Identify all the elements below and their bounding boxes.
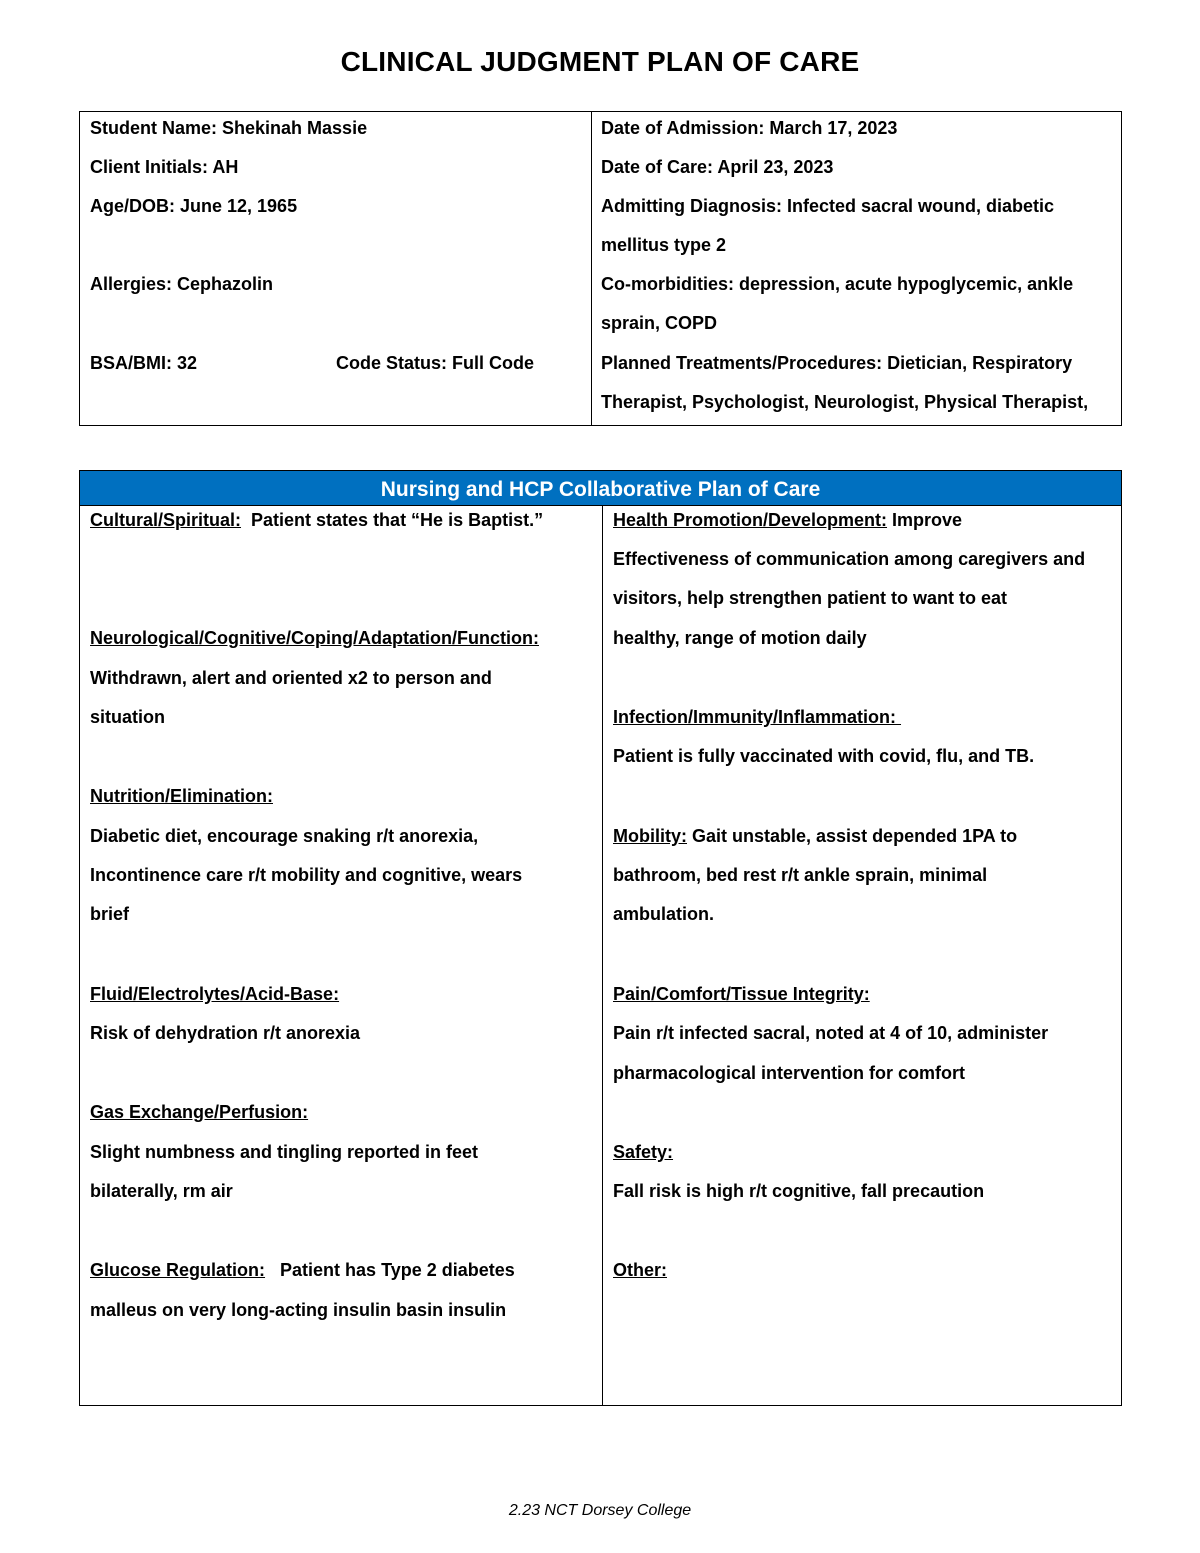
care-plan-table [79, 470, 1122, 1406]
care-plan-body [80, 506, 1121, 1405]
glucose-text-cont: malleus on very long-acting insulin basin insulin [90, 1300, 507, 1320]
safety-text: Fall risk is high r/t cognitive, fall precaution [613, 1181, 985, 1201]
comorbidities-cont: sprain, COPD [601, 313, 718, 333]
page-title: CLINICAL JUDGMENT PLAN OF CARE [340, 46, 860, 77]
cultural-spiritual [90, 508, 543, 532]
other-label: Other: [613, 1260, 667, 1280]
nutrition-text-cont: Incontinence care r/t mobility and cognitive, wears [90, 865, 523, 885]
admitting-diagnosis: Admitting Diagnosis: Infected sacral wound, diabetic [601, 196, 1055, 216]
patient-info-left-column [80, 112, 592, 425]
comorbidities: Co-morbidities: depression, acute hypoglycemic, ankle [601, 274, 1074, 294]
health-promotion-label: Health Promotion/Development: [613, 510, 888, 530]
mobility-text: Gait unstable, assist depended 1PA to [687, 826, 1018, 846]
health-promotion-text-cont: Effectiveness of communication among caregivers and [613, 549, 1086, 569]
glucose-regulation [90, 1258, 515, 1282]
gas-exchange-label: Gas Exchange/Perfusion: [90, 1102, 309, 1122]
code-status: Code Status: Full Code [336, 353, 534, 373]
glucose-label: Glucose Regulation: [90, 1260, 266, 1280]
allergies: Allergies: Cephazolin [90, 274, 274, 294]
client-initials: Client Initials: AH [90, 157, 239, 177]
fluid-label: Fluid/Electrolytes/Acid-Base: [90, 984, 340, 1004]
neuro-text: Withdrawn, alert and oriented x2 to person and [90, 668, 492, 688]
safety-label: Safety: [613, 1142, 674, 1162]
pain-text-cont: pharmacological intervention for comfort [613, 1063, 966, 1083]
care-plan-right-column [603, 506, 1121, 1405]
cultural-spiritual-text: Patient states that “He is Baptist.” [241, 510, 544, 530]
neuro-label: Neurological/Cognitive/Coping/Adaptation/Function: [90, 628, 539, 648]
patient-info-right-column [592, 112, 1121, 425]
admitting-diagnosis-cont: mellitus type 2 [601, 235, 727, 255]
mobility-text-cont-2: ambulation. [613, 904, 715, 924]
infection-text: Patient is fully vaccinated with covid, flu, and TB. [613, 746, 1035, 766]
gas-exchange-text-cont: bilaterally, rm air [90, 1181, 233, 1201]
health-promotion-text-cont-3: healthy, range of motion daily [613, 628, 867, 648]
pain-label: Pain/Comfort/Tissue Integrity: [613, 984, 870, 1004]
bsa-bmi: BSA/BMI: 32 [90, 353, 198, 373]
date-of-care: Date of Care: April 23, 2023 [601, 157, 834, 177]
patient-info-table [79, 111, 1122, 426]
cultural-spiritual-label: Cultural/Spiritual: [90, 510, 242, 530]
health-promotion-text-cont-2: visitors, help strengthen patient to want to eat [613, 588, 1008, 608]
mobility-label: Mobility: [613, 826, 687, 846]
neuro-text-cont: situation [90, 707, 165, 727]
care-plan-header: Nursing and HCP Collaborative Plan of Care [80, 471, 1121, 506]
nutrition-label: Nutrition/Elimination: [90, 786, 273, 806]
planned-treatments-cont: Therapist, Psychologist, Neurologist, Physical Therapist, [601, 392, 1089, 412]
date-of-admission: Date of Admission: March 17, 2023 [601, 118, 898, 138]
planned-treatments: Planned Treatments/Procedures: Dietician, Respiratory [601, 353, 1073, 373]
nutrition-text-cont-2: brief [90, 904, 130, 924]
infection-label: Infection/Immunity/Inflammation: [613, 707, 902, 727]
age-dob: Age/DOB: June 12, 1965 [90, 196, 298, 216]
health-promotion [613, 508, 962, 532]
glucose-text: Patient has Type 2 diabetes [265, 1260, 515, 1280]
fluid-text: Risk of dehydration r/t anorexia [90, 1023, 361, 1043]
health-promotion-text: Improve [887, 510, 963, 530]
care-plan-left-column [80, 506, 603, 1405]
mobility-text-cont: bathroom, bed rest r/t ankle sprain, minimal [613, 865, 988, 885]
gas-exchange-text: Slight numbness and tingling reported in feet [90, 1142, 479, 1162]
nutrition-text: Diabetic diet, encourage snaking r/t anorexia, [90, 826, 479, 846]
page-footer: 2.23 NCT Dorsey College [508, 1502, 692, 1519]
student-name: Student Name: Shekinah Massie [90, 118, 368, 138]
pain-text: Pain r/t infected sacral, noted at 4 of 10, administer [613, 1023, 1049, 1043]
mobility [613, 824, 1017, 848]
